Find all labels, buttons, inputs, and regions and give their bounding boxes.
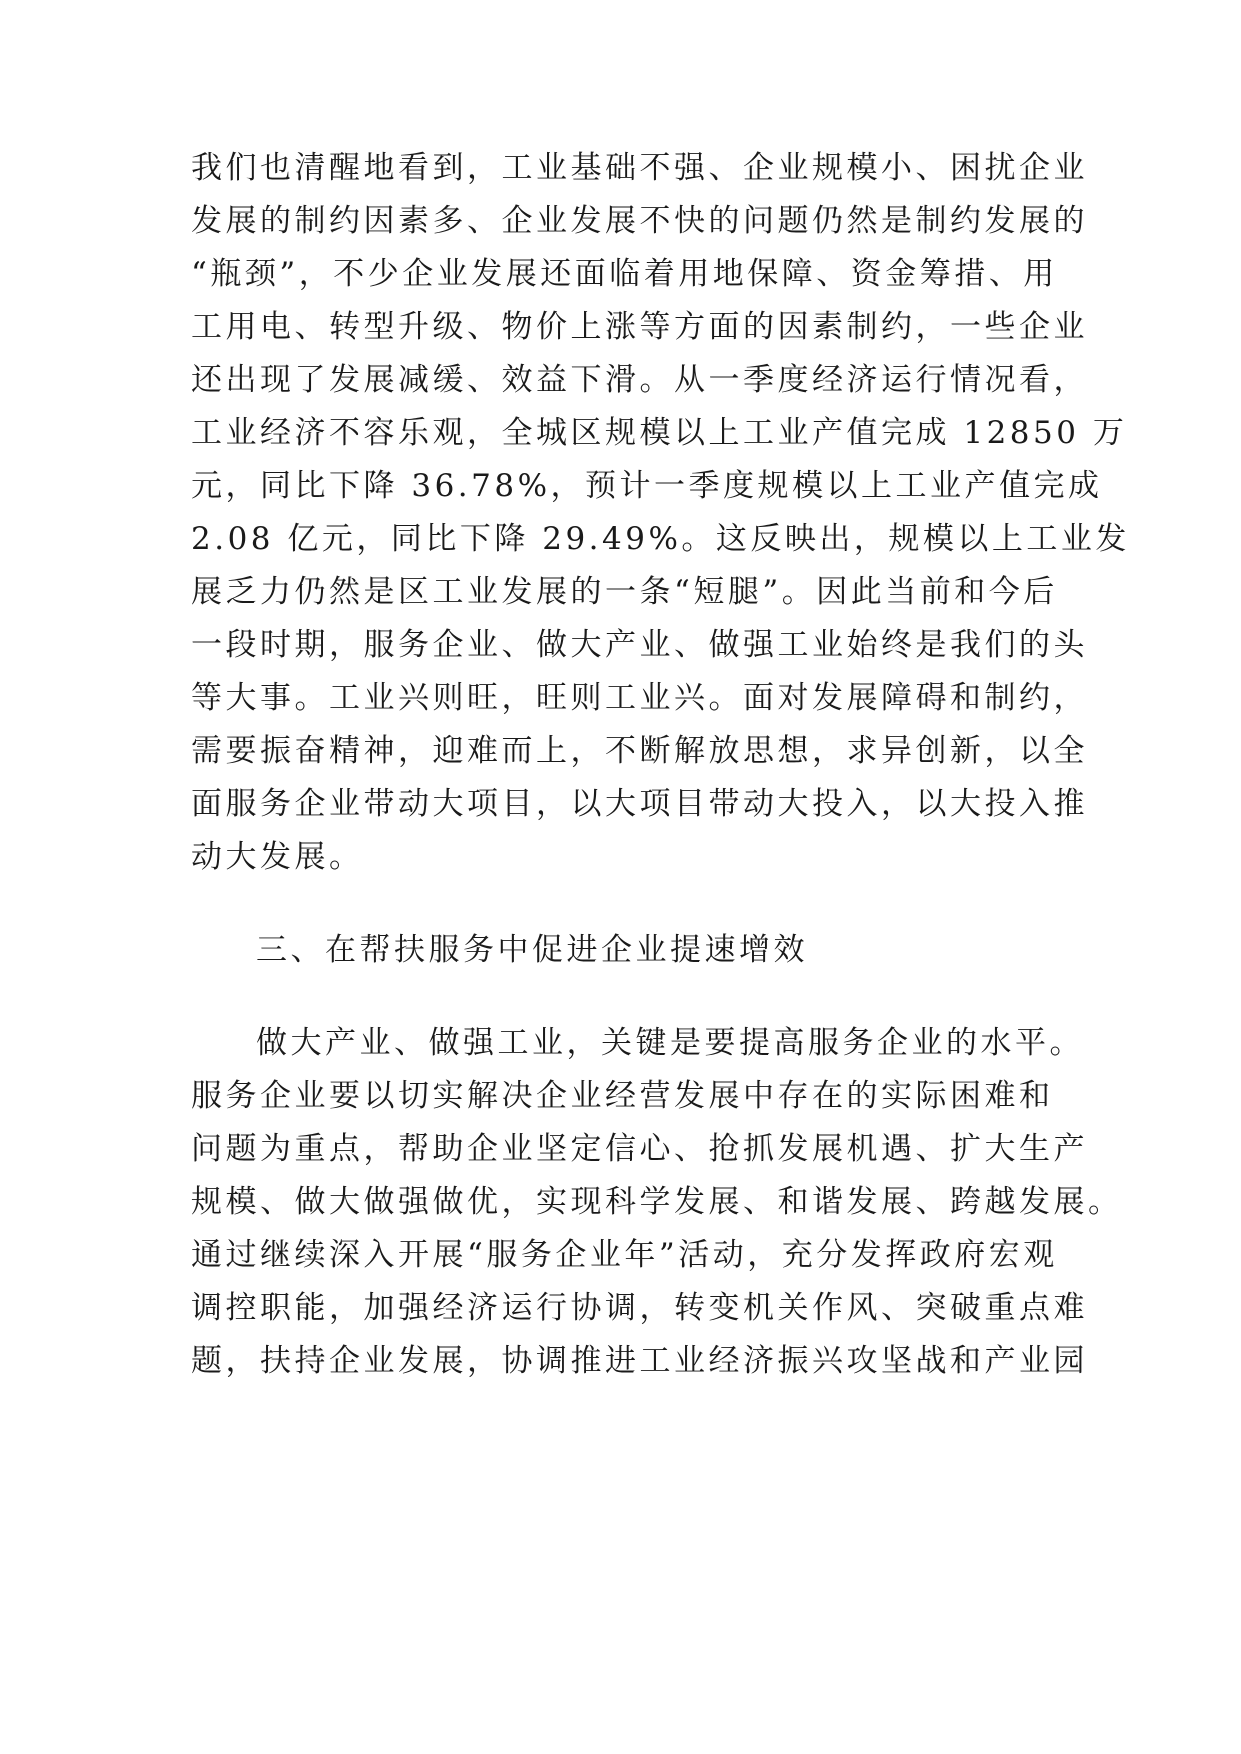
paragraph-line: 2.08 亿元，同比下降 29.49%。这反映出，规模以上工业发 (191, 521, 1130, 557)
paragraph-line: 一段时期，服务企业、做大产业、做强工业始终是我们的头 (191, 627, 1088, 663)
paragraph-line: 需要振奋精神，迎难而上，不断解放思想，求异创新，以全 (191, 733, 1088, 769)
paragraph-line: 发展的制约因素多、企业发展不快的问题仍然是制约发展的 (191, 203, 1088, 239)
paragraph-line: 调控职能，加强经济运行协调，转变机关作风、突破重点难 (191, 1290, 1088, 1326)
paragraph-line: 工业经济不容乐观，全城区规模以上工业产值完成 12850 万 (191, 415, 1128, 451)
paragraph-line: 我们也清醒地看到，工业基础不强、企业规模小、困扰企业 (191, 150, 1088, 186)
paragraph-line: “瓶颈”，不少企业发展还面临着用地保障、资金筹措、用 (191, 256, 1058, 292)
section-heading: 三、在帮扶服务中促进企业提速增效 (256, 932, 808, 968)
paragraph-line: 规模、做大做强做优，实现科学发展、和谐发展、跨越发展。 (191, 1184, 1123, 1220)
paragraph-line: 工用电、转型升级、物价上涨等方面的因素制约，一些企业 (191, 309, 1088, 345)
paragraph-line: 做大产业、做强工业，关键是要提高服务企业的水平。 (256, 1025, 1084, 1061)
paragraph-line: 问题为重点，帮助企业坚定信心、抢抓发展机遇、扩大生产 (191, 1131, 1088, 1167)
paragraph-line: 元，同比下降 36.78%，预计一季度规模以上工业产值完成 (191, 468, 1103, 504)
paragraph-line: 服务企业要以切实解决企业经营发展中存在的实际困难和 (191, 1078, 1054, 1114)
paragraph-line: 动大发展。 (191, 839, 364, 875)
paragraph-line: 等大事。工业兴则旺，旺则工业兴。面对发展障碍和制约， (191, 680, 1088, 716)
paragraph-line: 题，扶持企业发展，协调推进工业经济振兴攻坚战和产业园 (191, 1343, 1088, 1379)
paragraph-line: 面服务企业带动大项目，以大项目带动大投入，以大投入推 (191, 786, 1088, 822)
paragraph-line: 还出现了发展减缓、效益下滑。从一季度经济运行情况看， (191, 362, 1088, 398)
paragraph-line: 展乏力仍然是区工业发展的一条“短腿”。因此当前和今后 (191, 574, 1058, 610)
paragraph-line: 通过继续深入开展“服务企业年”活动，充分发挥政府宏观 (191, 1237, 1058, 1273)
